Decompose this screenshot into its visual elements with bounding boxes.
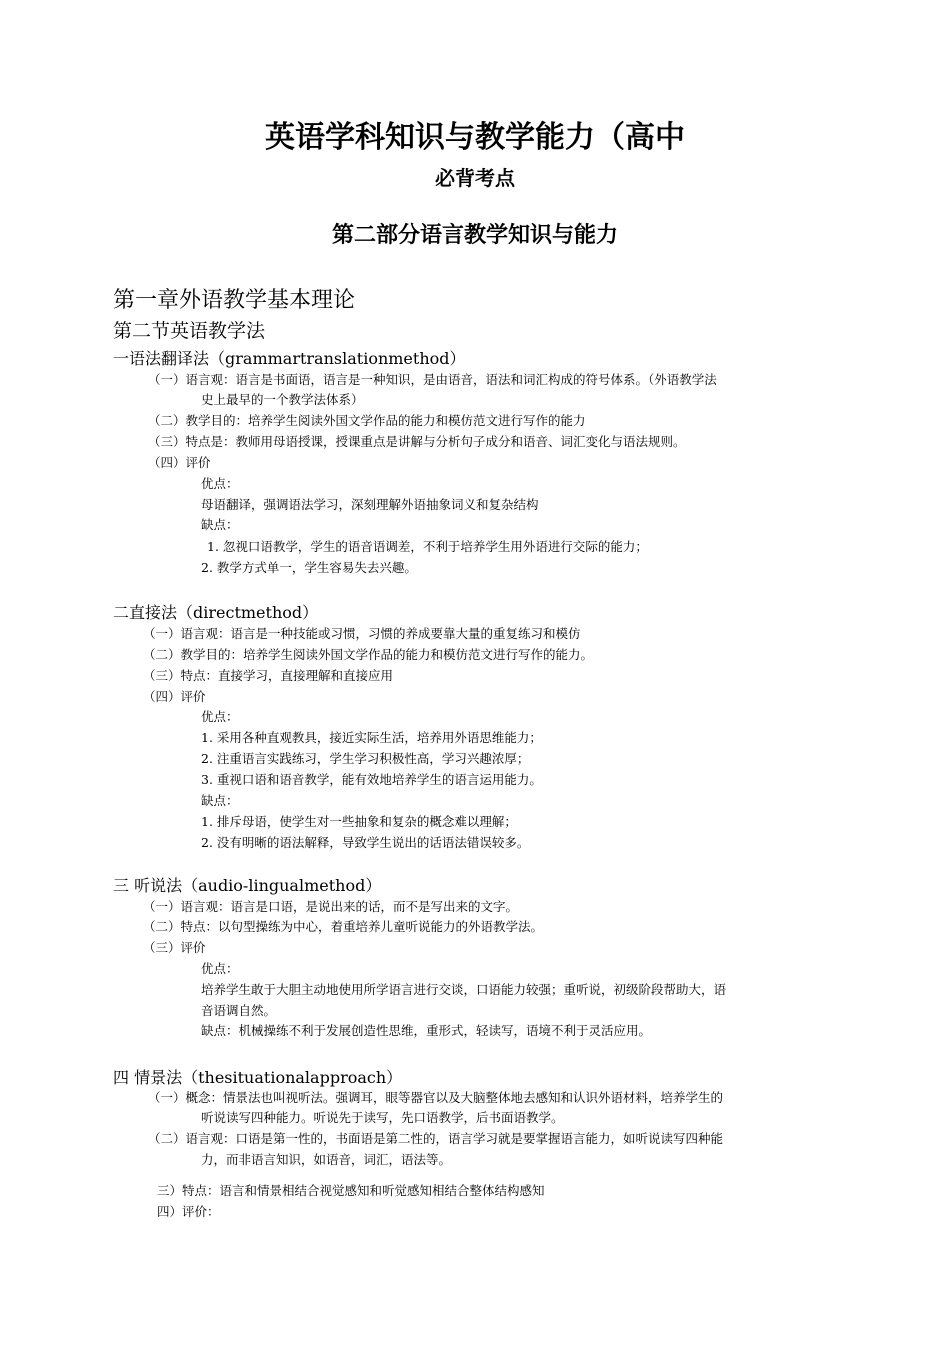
list-item: 培养学生敢于大胆主动地使用所学语言进行交谈，口语能力较强；重听说，初级阶段帮助大，语 (201, 982, 727, 997)
document-title: 英语学科知识与教学能力（高中 (265, 120, 685, 155)
method-heading-situational (113, 1065, 402, 1088)
list-item: （四）评价 (148, 455, 211, 470)
list-item: （三）特点：直接学习，直接理解和直接应用 (143, 668, 394, 683)
list-item: 3. 重视口语和语音教学，能有效地培养学生的语言运用能力。 (201, 772, 542, 787)
list-item: （三）特点是：教师用母语授课，授课重点是讲解与分析句子成分和语音、词汇变化与语法规则。 (148, 434, 686, 449)
list-item: 2. 没有明晰的语法解释，导致学生说出的话语法错误较多。 (201, 835, 530, 850)
list-item: 1. 采用各种直观教具，接近实际生活，培养用外语思维能力； (201, 730, 542, 745)
list-item: （一）语言观：语言是一种技能或习惯，习惯的养成要靠大量的重复练习和模仿 (143, 626, 581, 641)
method-heading-text: 四 情景法 (113, 1068, 183, 1087)
method-heading-english: （directmethod） (177, 603, 319, 622)
list-item: （二）教学目的：培养学生阅读外国文学作品的能力和模仿范文进行写作的能力。 (143, 647, 594, 662)
list-item: 力，而非语言知识，如语音，词汇，语法等。 (201, 1152, 452, 1167)
list-item: （二）特点：以句型操练为中心，着重培养儿童听说能力的外语教学法。 (143, 919, 544, 934)
list-item: 史上最早的一个教学法体系） (201, 392, 364, 407)
list-item: 四）评价： (157, 1204, 220, 1219)
list-item: （四）评价 (143, 689, 206, 704)
list-item: （一）概念：情景法也叫视听法。强调耳，眼等器官以及大脑整体地去感知和认识外语材料，培养学生的 (148, 1090, 724, 1105)
list-item: 1. 排斥母语，使学生对一些抽象和复杂的概念难以理解； (201, 814, 517, 829)
method-heading-text: 二直接法 (113, 603, 178, 622)
list-item: 缺点： (201, 793, 239, 808)
list-item: 音语调自然。 (201, 1003, 277, 1018)
method-heading-text: 一语法翻译法 (113, 349, 210, 368)
list-item: 优点： (201, 709, 239, 724)
method-heading-direct (113, 600, 318, 623)
list-item: （二）语言观：口语是第一性的，书面语是第二性的，语言学习就是要掌握语言能力，如听说读写四种能 (148, 1131, 724, 1146)
method-heading-english: （grammartranslationmethod） (209, 349, 466, 368)
list-item: （二）教学目的：培养学生阅读外国文学作品的能力和模仿范文进行写作的能力 (148, 413, 586, 428)
list-item: 听说读写四种能力。听说先于读写，先口语教学，后书面语教学。 (201, 1110, 564, 1125)
document-subtitle: 必背考点 (435, 166, 515, 190)
list-item: 优点： (201, 961, 239, 976)
list-item: 三）特点：语言和情景相结合视觉感知和听觉感知相结合整体结构感知 (157, 1183, 545, 1198)
part-title: 第二部分语言教学知识与能力 (331, 223, 618, 248)
method-heading-english: （thesituationalapproach） (182, 1068, 403, 1087)
list-item: （三）评价 (143, 940, 206, 955)
list-item: 2. 教学方式单一，学生容易失去兴趣。 (201, 560, 417, 575)
list-item: （一）语言观：语言是口语，是说出来的话，而不是写出来的文字。 (143, 899, 519, 914)
section-heading: 第二节英语教学法 (113, 320, 266, 342)
chapter-heading: 第一章外语教学基本理论 (113, 288, 356, 313)
list-item: 2. 注重语言实践练习，学生学习积极性高，学习兴趣浓厚； (201, 751, 530, 766)
list-item: （一）语言观：语言是书面语，语言是一种知识，是由语音，语法和词汇构成的符号体系。（外语教学法 (148, 372, 717, 387)
method-heading-grammar-translation (113, 346, 466, 369)
method-heading-audio-lingual (113, 873, 381, 896)
list-item: 母语翻译，强调语法学习，深刻理解外语抽象词义和复杂结构 (201, 497, 539, 512)
list-item: 缺点： (201, 517, 239, 532)
method-heading-english: （audio-lingualmethod） (182, 876, 382, 895)
list-item: 1. 忽视口语教学，学生的语音语调差，不利于培养学生用外语进行交际的能力； (207, 539, 648, 554)
list-item: 优点： (201, 476, 239, 491)
method-heading-text: 三 听说法 (113, 876, 183, 895)
list-item: 缺点：机械操练不利于发展创造性思维，重形式，轻读写，语境不利于灵活应用。 (201, 1023, 652, 1038)
